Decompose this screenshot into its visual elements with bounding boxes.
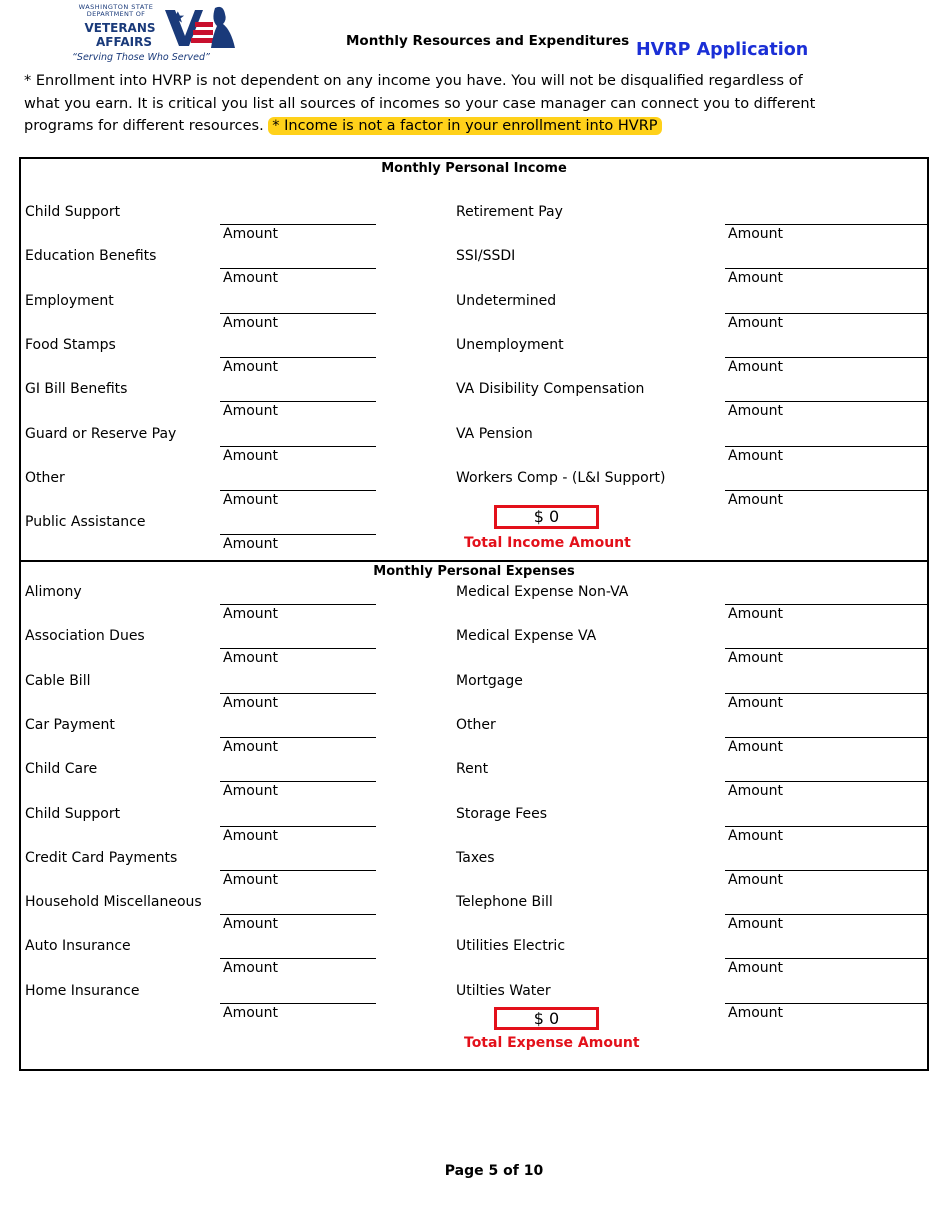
amount-label: Amount [223,226,279,242]
amount-label: Amount [223,738,279,755]
income-left-label: Child Support [25,204,121,220]
logo-veterans-text: VETERANS [84,21,156,35]
expenses-left-label: Cable Bill [25,672,91,689]
expenses-amount-field[interactable] [725,826,927,827]
income-amount-field[interactable] [220,401,376,402]
income-right-label: Workers Comp - (L&I Support) [456,469,666,486]
wdva-logo [70,4,245,66]
income-amount-field[interactable] [220,446,376,447]
expenses-left-label: Home Insurance [25,982,140,999]
income-amount-field[interactable] [725,268,927,269]
amount-label: Amount [223,960,279,977]
income-right-label: Unemployment [456,336,564,353]
amount-label: Amount [223,606,279,622]
expenses-amount-field[interactable] [220,958,376,959]
income-amount-field[interactable] [725,490,927,491]
income-left-label: Guard or Reserve Pay [25,425,177,442]
amount-label: Amount [223,447,279,464]
amount-label: Amount [728,960,784,977]
income-left-label: Education Benefits [25,248,157,265]
expenses-right-label: Medical Expense VA [456,628,597,645]
amount-label: Amount [728,403,784,420]
income-right-label: Undetermined [456,292,557,309]
total-expense-field[interactable]: $ 0 [494,1007,599,1030]
expenses-amount-field[interactable] [220,648,376,649]
application-title: HVRP Application [636,40,809,60]
amount-label: Amount [223,403,279,420]
expenses-amount-field[interactable] [725,604,927,605]
amount-label: Amount [223,783,279,800]
income-right-label: VA Pension [456,425,533,442]
expenses-amount-field[interactable] [725,648,927,649]
income-left-label: Employment [25,292,114,309]
amount-label: Amount [728,650,784,667]
expenses-right-label: Mortgage [456,672,523,689]
amount-label: Amount [728,916,784,933]
logo-affairs-text: AFFAIRS [96,35,152,49]
expenses-left-label: Auto Insurance [25,938,131,955]
expenses-right-label: Taxes [456,849,495,866]
expenses-left-label: Child Care [25,761,98,778]
amount-label: Amount [728,491,784,508]
amount-label: Amount [728,694,784,711]
expenses-right-label: Telephone Bill [456,894,553,911]
expenses-right-label: Utilities Electric [456,938,566,955]
amount-label: Amount [223,827,279,844]
page-number: Page 5 of 10 [444,1163,544,1179]
amount-label: Amount [223,536,279,553]
amount-label: Amount [728,783,784,800]
income-section-title: Monthly Personal Income [381,161,567,176]
amount-label: Amount [728,270,784,287]
section-divider [21,560,927,562]
expenses-amount-field[interactable] [220,604,376,605]
total-income-label: Total Income Amount [464,535,631,551]
expenses-right-label: Rent [456,761,489,778]
expenses-left-label: Child Support [25,805,121,822]
income-left-label: Food Stamps [25,336,116,353]
amount-label: Amount [728,738,784,755]
expenses-left-label: Credit Card Payments [25,849,178,866]
expenses-amount-field[interactable] [220,737,376,738]
amount-label: Amount [728,827,784,844]
expenses-amount-field[interactable] [220,826,376,827]
amount-label: Amount [728,871,784,888]
expenses-amount-field[interactable] [725,1003,927,1004]
income-amount-field[interactable] [220,534,376,535]
amount-label: Amount [728,447,784,464]
expenses-amount-field[interactable] [725,693,927,694]
expense-section-title: Monthly Personal Expenses [373,564,575,579]
logo-emblem-icon [165,4,241,50]
income-right-label: VA Disibility Compensation [456,381,645,398]
income-amount-field[interactable] [725,401,927,402]
expenses-amount-field[interactable] [220,1003,376,1004]
resources-form [19,157,929,1071]
expenses-amount-field[interactable] [220,870,376,871]
income-right-label: Retirement Pay [456,204,563,220]
amount-label: Amount [223,916,279,933]
expenses-amount-field[interactable] [725,958,927,959]
notice-text: * Enrollment into HVRP is not dependent on any income you have. You will not be disqualified regardless of what you earn. It is critical you list all sources of incomes so your case manager can connect you to different programs for different resources. [24,73,816,134]
amount-label: Amount [728,226,784,242]
enrollment-notice [24,70,824,138]
expenses-amount-field[interactable] [220,693,376,694]
notice-highlight: * Income is not a factor in your enrollment into HVRP [268,117,661,135]
total-expense-label: Total Expense Amount [464,1035,640,1051]
income-left-label: Public Assistance [25,514,146,531]
income-right-label: SSI/SSDI [456,248,516,265]
amount-label: Amount [223,314,279,331]
income-amount-field[interactable] [725,224,927,225]
amount-label: Amount [223,650,279,667]
expenses-left-label: Car Payment [25,716,115,733]
amount-label: Amount [223,1004,279,1021]
logo-state-text: WASHINGTON STATE [78,3,154,11]
amount-label: Amount [728,314,784,331]
amount-label: Amount [223,358,279,375]
logo-department-text: DEPARTMENT OF [86,10,146,18]
amount-label: Amount [223,491,279,508]
amount-label: Amount [728,358,784,375]
expenses-right-label: Utilties Water [456,982,551,999]
income-left-label: GI Bill Benefits [25,381,128,398]
logo-tagline: “Serving Those Who Served” [72,52,210,63]
expenses-left-label: Alimony [25,584,82,600]
expenses-amount-field[interactable] [725,737,927,738]
amount-label: Amount [223,694,279,711]
expenses-left-label: Household Miscellaneous [25,894,202,911]
expenses-right-label: Medical Expense Non-VA [456,584,629,600]
income-amount-field[interactable] [220,224,376,225]
total-income-field[interactable]: $ 0 [494,505,599,529]
expenses-amount-field[interactable] [725,870,927,871]
expenses-amount-field[interactable] [725,781,927,782]
income-amount-field[interactable] [220,357,376,358]
amount-label: Amount [223,871,279,888]
document-title: Monthly Resources and Expenditures [346,33,630,49]
expenses-amount-field[interactable] [220,914,376,915]
income-amount-field[interactable] [725,446,927,447]
income-left-label: Other [25,469,65,486]
income-amount-field[interactable] [725,313,927,314]
income-amount-field[interactable] [725,357,927,358]
expenses-amount-field[interactable] [725,914,927,915]
expenses-right-label: Storage Fees [456,805,548,822]
amount-label: Amount [728,1004,784,1021]
income-amount-field[interactable] [220,313,376,314]
expenses-right-label: Other [456,716,496,733]
expenses-amount-field[interactable] [220,781,376,782]
amount-label: Amount [223,270,279,287]
income-amount-field[interactable] [220,490,376,491]
amount-label: Amount [728,606,784,622]
expenses-left-label: Association Dues [25,628,145,645]
income-amount-field[interactable] [220,268,376,269]
